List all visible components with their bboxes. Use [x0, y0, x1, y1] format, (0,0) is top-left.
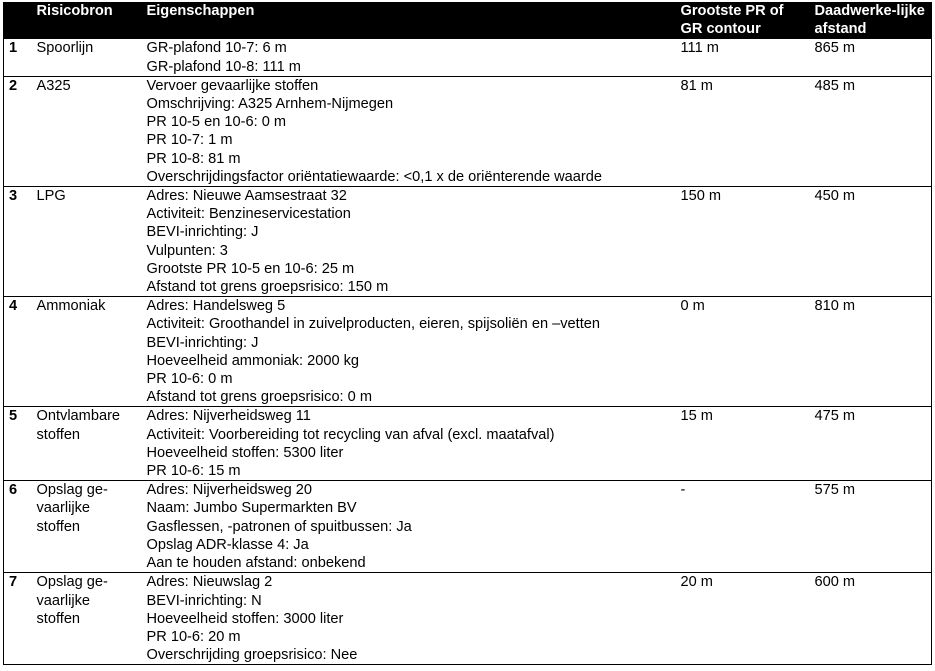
row-number: 7: [9, 574, 18, 591]
property-line: Naam: Jumbo Supermarkten BV: [146, 500, 357, 517]
pr-contour-cell: 150 m: [680, 188, 722, 205]
distance-cell: 485 m: [814, 77, 856, 94]
risk-source-cell: LPG: [36, 188, 66, 205]
table-row: [4, 573, 932, 665]
table-row: [4, 297, 932, 407]
properties-cell: [142, 297, 676, 407]
property-line: Vulpunten: 3: [146, 242, 228, 259]
property-line: Adres: Handelsweg 5: [146, 298, 286, 315]
header-distance: Daadwerke-lijke afstand: [814, 3, 925, 38]
property-line: Adres: Nijverheidsweg 20: [146, 482, 312, 499]
property-line: PR 10-7: 1 m: [146, 132, 233, 149]
row-number: 4: [9, 298, 18, 315]
pr-contour-cell: 111 m: [680, 40, 719, 57]
properties-cell: [142, 573, 676, 665]
properties-cell: [142, 76, 676, 186]
property-line: Afstand tot grens groepsrisico: 0 m: [146, 389, 372, 406]
risk-source-table: [3, 2, 932, 665]
risk-source-cell: Ontvlambare stoffen: [36, 408, 121, 443]
risk-source-cell: Spoorlijn: [36, 40, 94, 57]
property-line: BEVI-inrichting: J: [146, 224, 259, 241]
property-line: PR 10-8: 81 m: [146, 150, 241, 167]
property-line: Opslag ADR-klasse 4: Ja: [146, 536, 309, 553]
risk-source-cell: Ammoniak: [36, 298, 106, 315]
distance-cell: 865 m: [814, 40, 856, 57]
pr-contour-cell: 81 m: [680, 77, 713, 94]
header-num: [4, 2, 32, 39]
pr-contour-cell: -: [680, 482, 686, 499]
properties-cell: [142, 407, 676, 481]
property-line: Omschrijving: A325 Arnhem-Nijmegen: [146, 96, 394, 113]
property-line: PR 10-5 en 10-6: 0 m: [146, 114, 287, 131]
property-line: Adres: Nieuwslag 2: [146, 574, 273, 591]
distance-cell: 575 m: [814, 482, 856, 499]
table-row: [4, 39, 932, 76]
property-line: Vervoer gevaarlijke stoffen: [146, 77, 319, 94]
property-line: Adres: Nieuwe Aamsestraat 32: [146, 188, 347, 205]
property-line: Hoeveelheid stoffen: 5300 liter: [146, 444, 344, 461]
distance-cell: 450 m: [814, 188, 856, 205]
row-number: 6: [9, 482, 18, 499]
property-line: BEVI-inrichting: J: [146, 334, 259, 351]
row-number: 2: [9, 77, 18, 94]
table-row: [4, 76, 932, 186]
property-line: Afstand tot grens groepsrisico: 150 m: [146, 279, 389, 296]
properties-cell: [142, 39, 676, 76]
table-body: [4, 39, 932, 665]
property-line: Activiteit: Voorbereiding tot recycling van afval (excl. maatafval): [146, 426, 555, 443]
distance-cell: 475 m: [814, 408, 856, 425]
header-source: Risicobron: [36, 3, 113, 19]
property-line: PR 10-6: 20 m: [146, 628, 241, 645]
property-line: BEVI-inrichting: N: [146, 592, 262, 609]
row-number: 1: [9, 40, 18, 57]
row-number: 3: [9, 188, 18, 205]
pr-contour-cell: 0 m: [680, 298, 705, 315]
table-row: [4, 187, 932, 297]
property-line: Overschrijding groepsrisico: Nee: [146, 647, 358, 664]
property-line: PR 10-6: 0 m: [146, 371, 233, 388]
property-line: Activiteit: Groothandel in zuivelproducten, eieren, spijsoliën en –vetten: [146, 316, 600, 333]
properties-cell: [142, 187, 676, 297]
property-line: Adres: Nijverheidsweg 11: [146, 408, 311, 425]
header-pr-contour: Grootste PR of GR contour: [680, 3, 784, 38]
distance-cell: 810 m: [814, 298, 856, 315]
table-row: [4, 481, 932, 573]
pr-contour-cell: 20 m: [680, 574, 713, 591]
property-line: Hoeveelheid stoffen: 3000 liter: [146, 610, 344, 627]
property-line: Gasflessen, -patronen of spuitbussen: Ja: [146, 518, 412, 535]
header-row: [4, 2, 932, 39]
property-line: Overschrijdingsfactor oriëntatiewaarde: <0,1 x de oriënterende waarde: [146, 168, 602, 185]
table-row: [4, 407, 932, 481]
property-line: GR-plafond 10-7: 6 m: [146, 40, 287, 57]
table-header: [4, 2, 932, 39]
property-line: Activiteit: Benzineservicestation: [146, 206, 351, 223]
properties-cell: [142, 481, 676, 573]
risk-source-cell: Opslag ge-vaarlijke stoffen: [36, 482, 108, 535]
risk-source-cell: A325: [36, 77, 71, 94]
property-line: PR 10-6: 15 m: [146, 463, 241, 480]
property-line: Hoeveelheid ammoniak: 2000 kg: [146, 352, 360, 369]
header-properties: Eigenschappen: [146, 3, 255, 19]
property-line: Aan te houden afstand: onbekend: [146, 555, 366, 572]
pr-contour-cell: 15 m: [680, 408, 713, 425]
row-number: 5: [9, 408, 18, 425]
property-line: Grootste PR 10-5 en 10-6: 25 m: [146, 260, 355, 277]
distance-cell: 600 m: [814, 574, 856, 591]
risk-source-cell: Opslag ge-vaarlijke stoffen: [36, 574, 108, 627]
property-line: GR-plafond 10-8: 111 m: [146, 58, 301, 75]
